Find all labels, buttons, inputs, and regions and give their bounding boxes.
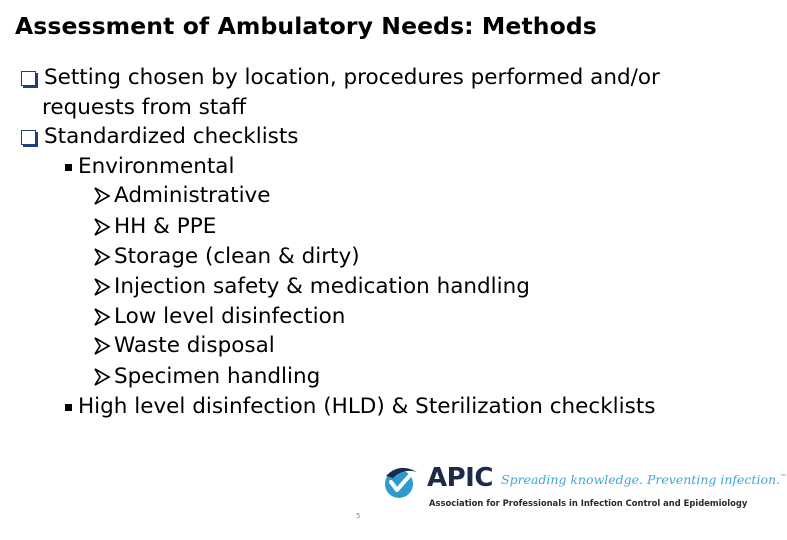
apic-subtitle: Association for Professionals in Infection Control and Epidemiology (429, 498, 748, 508)
setting-text-line2: requests from staff (42, 95, 247, 120)
checkbox-bullet-icon (21, 130, 36, 145)
setting-text-line1: Setting chosen by location, procedures performed and/or (44, 65, 660, 90)
arrow-bullet-icon (94, 307, 112, 327)
checkbox-bullet-icon (21, 71, 36, 86)
arrow-bullet-icon (94, 247, 112, 267)
env-item-text: Specimen handling (114, 364, 321, 389)
apic-emblem-icon (377, 460, 423, 504)
arrow-bullet-icon (94, 217, 112, 237)
env-item-text: Administrative (114, 183, 271, 208)
page-number: 5 (356, 512, 361, 520)
arrow-bullet-icon (94, 336, 112, 356)
env-item-text: Injection safety & medication handling (114, 274, 530, 299)
env-item-text: Storage (clean & dirty) (114, 244, 360, 269)
env-item-text: Waste disposal (114, 333, 275, 358)
arrow-bullet-icon (94, 367, 112, 387)
environmental-text: Environmental (78, 154, 235, 179)
arrow-bullet-icon (94, 186, 112, 206)
apic-logo (377, 458, 787, 522)
apic-tagline: Spreading knowledge. Preventing infection.™ (501, 472, 787, 487)
checklists-text: Standardized checklists (44, 124, 299, 149)
env-item-text: HH & PPE (114, 214, 217, 239)
apic-wordmark: APIC (427, 463, 493, 493)
square-bullet-icon (65, 404, 72, 411)
square-bullet-icon (65, 164, 72, 171)
env-item-text: Low level disinfection (114, 304, 346, 329)
slide-title: Assessment of Ambulatory Needs: Methods (15, 12, 597, 40)
hld-text: High level disinfection (HLD) & Sterilization checklists (78, 394, 656, 419)
arrow-bullet-icon (94, 277, 112, 297)
